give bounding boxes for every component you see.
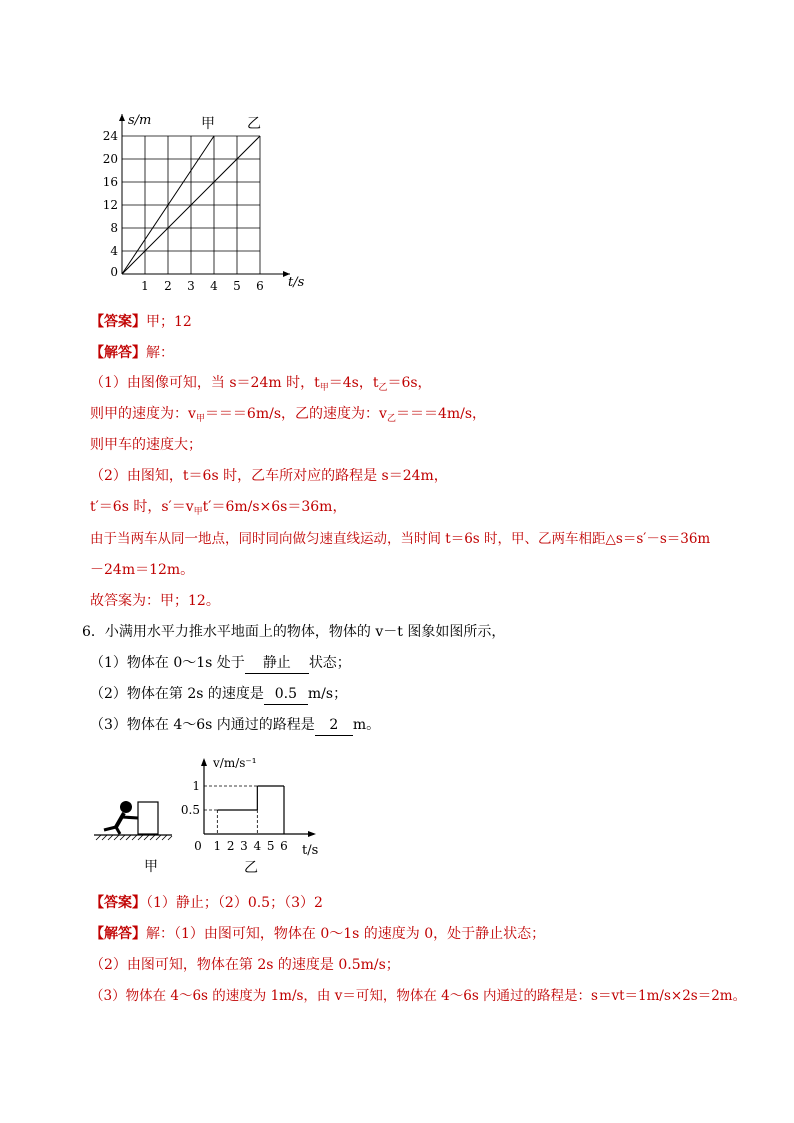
y-tick-label: 0.5 <box>180 803 200 817</box>
y-axis-label: s/m <box>128 113 152 128</box>
q6-analysis-3: （3）物体在 4～6s 的速度为 1m/s，由 v＝可知，物体在 4～6s 内通过的路程是：s＝vt＝1m/s×2s＝2m。 <box>90 988 747 1004</box>
y-tick-label: 12 <box>102 198 118 212</box>
q6-part-1 <box>90 653 351 674</box>
x-tick-label: 5 <box>266 839 275 853</box>
v-t-figure <box>92 750 332 880</box>
q5-answer <box>90 312 192 332</box>
q5-line-5 <box>90 497 346 519</box>
q6-part-3 <box>90 715 380 736</box>
y-tick-label: 1 <box>192 779 200 793</box>
text: m。 <box>352 717 381 733</box>
x-tick-label: 3 <box>187 279 195 293</box>
q5-line-8: 故答案为：甲；12。 <box>90 593 220 609</box>
answer-text: 甲；12 <box>146 314 192 330</box>
x-tick-label: 4 <box>210 279 218 293</box>
q5-line-1 <box>90 373 432 395</box>
text: ＝＝＝6m/s，乙的速度为：v <box>204 406 387 422</box>
answer-blank: 2 <box>315 715 353 736</box>
q5-line-3: 则甲车的速度大； <box>90 437 202 453</box>
q6-part-2 <box>90 684 347 705</box>
q5-line-7: －24m＝12m。 <box>90 562 195 578</box>
text: （1）由图像可知，当 s＝24m 时，t <box>90 375 320 391</box>
text: ＝＝＝4m/s， <box>395 406 487 422</box>
answer-blank: 0.5 <box>264 684 308 705</box>
subscript: 乙 <box>386 414 396 424</box>
q6-analysis-2: （2）由图可知，物体在第 2s 的速度是 0.5m/s； <box>90 957 400 973</box>
subscript: 甲 <box>195 414 205 424</box>
series-label: 甲 <box>201 116 215 132</box>
series <box>217 786 284 834</box>
x-tick-label: 1 <box>213 839 222 853</box>
text: ＝6s， <box>387 375 432 391</box>
x-tick-label: 3 <box>240 839 248 853</box>
series <box>122 116 261 274</box>
y-axis-label: v/m/s⁻¹ <box>213 756 257 770</box>
s-t-chart <box>100 102 310 302</box>
y-tick-label: 16 <box>102 175 118 189</box>
caption-right: 乙 <box>244 860 258 876</box>
x-tick-label: 6 <box>280 839 288 853</box>
tick-labels <box>103 129 264 293</box>
y-tick-label: 20 <box>102 152 118 166</box>
q6-analysis-1 <box>90 924 545 944</box>
y-tick-label: 4 <box>110 244 118 258</box>
q6-stem: 6．小满用水平力推水平地面上的物体，物体的 v－t 图象如图所示， <box>82 624 506 640</box>
text: （2）物体在第 2s 的速度是 <box>90 686 264 702</box>
text: m/s； <box>307 686 348 702</box>
analysis-tag: 【解答】 <box>90 345 146 361</box>
answer-blank: 静止 <box>245 653 309 674</box>
y-axis-arrow <box>201 758 207 766</box>
text: （1）物体在 0～1s 处于 <box>90 655 245 671</box>
q5-line-6: 由于当两车从同一地点，同时同向做匀速直线运动，当时间 t＝6s 时，甲、乙两车相距△s＝s′－s＝36m <box>90 531 711 547</box>
y-axis-arrow <box>119 114 125 121</box>
y-tick-label: 8 <box>110 221 118 235</box>
x-tick-label: 2 <box>164 279 172 293</box>
y-tick-label: 24 <box>102 129 118 143</box>
x-tick-label: 0 <box>194 839 202 853</box>
analysis-head: 解： <box>146 345 174 361</box>
x-axis-label: t/s <box>302 843 319 858</box>
x-tick-label: 2 <box>226 839 235 853</box>
x-tick-label: 6 <box>256 279 264 293</box>
x-axis-label: t/s <box>288 275 305 290</box>
pushing-person-illustration <box>94 801 172 840</box>
subscript: 甲 <box>319 383 329 393</box>
x-tick-label: 1 <box>141 279 149 293</box>
q5-line-4: （2）由图知，t＝6s 时，乙车所对应的路程是 s＝24m， <box>90 468 448 484</box>
text: t′＝6m/s×6s＝36m， <box>202 499 347 515</box>
x-axis-arrow <box>308 831 316 837</box>
analysis-tag: 【解答】 <box>90 926 146 942</box>
tick-labels <box>181 779 288 853</box>
analysis-text: 解：（1）由图可知，物体在 0～1s 的速度为 0，处于静止状态； <box>146 926 546 942</box>
series-label: 乙 <box>247 116 261 132</box>
q5-line-2 <box>90 404 486 426</box>
text: 则甲的速度为：v <box>90 406 196 422</box>
subscript: 乙 <box>378 383 388 393</box>
answer-tag: 【答案】 <box>90 314 146 330</box>
answer-text: （1）静止；（2）0.5；（3）2 <box>146 895 323 911</box>
caption-left: 甲 <box>144 859 158 875</box>
text: ＝4s，t <box>328 375 379 391</box>
text: （3）物体在 4～6s 内通过的路程是 <box>90 717 315 733</box>
text: 状态； <box>308 655 351 671</box>
text: t′＝6s 时，s′＝v <box>90 499 194 515</box>
answer-tag: 【答案】 <box>90 895 146 911</box>
subscript: 甲 <box>193 507 203 517</box>
y-tick-label: 0 <box>110 265 118 279</box>
x-tick-label: 5 <box>233 279 241 293</box>
q5-analysis-head <box>90 343 174 363</box>
x-tick-label: 4 <box>253 839 262 853</box>
q6-answer <box>90 893 323 913</box>
